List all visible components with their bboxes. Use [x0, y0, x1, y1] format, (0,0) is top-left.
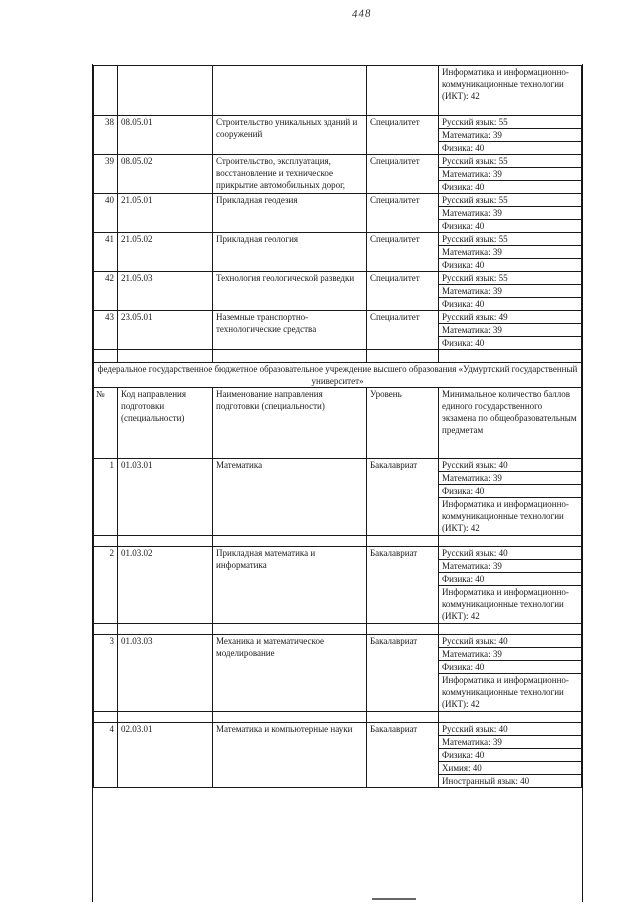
row-score: Информатика и информационно-коммуникационные технологии (ИКТ): 42	[439, 66, 582, 116]
top-section	[94, 66, 582, 350]
gap-cell	[367, 624, 439, 635]
row-code: 01.03.01	[118, 459, 213, 536]
bottom-section	[94, 459, 582, 788]
row-code: 02.03.01	[118, 723, 213, 788]
admission-table	[93, 65, 582, 788]
row-score: Математика: 39	[439, 207, 582, 220]
row-score: Физика: 40	[439, 181, 582, 194]
row-score: Физика: 40	[439, 661, 582, 674]
row-name	[213, 66, 367, 116]
row-number: 4	[94, 723, 118, 788]
gap-cell	[367, 536, 439, 547]
row-score: Физика: 40	[439, 298, 582, 311]
row-number: 1	[94, 459, 118, 536]
row-code: 21.05.01	[118, 194, 213, 233]
gap-cell	[118, 536, 213, 547]
table-row	[94, 547, 582, 560]
gap-row	[94, 624, 582, 635]
row-code	[118, 66, 213, 116]
row-score: Русский язык: 55	[439, 116, 582, 129]
table-row	[94, 66, 582, 116]
gap-row	[94, 536, 582, 547]
row-code: 08.05.02	[118, 155, 213, 194]
row-level: Бакалавриат	[367, 723, 439, 788]
row-score: Русский язык: 55	[439, 233, 582, 246]
row-score: Математика: 39	[439, 736, 582, 749]
header-row	[94, 388, 582, 459]
gap-cell	[367, 712, 439, 723]
row-score: Информатика и информационно-коммуникационные технологии (ИКТ): 42	[439, 586, 582, 624]
table-row	[94, 155, 582, 168]
row-number: 41	[94, 233, 118, 272]
row-score: Физика: 40	[439, 749, 582, 762]
row-score: Химия: 40	[439, 762, 582, 775]
row-name: Механика и математическое моделирование	[213, 635, 367, 712]
row-name: Прикладная математика и информатика	[213, 547, 367, 624]
row-number: 39	[94, 155, 118, 194]
header-score: Минимальное количество баллов единого государственного экзамена по общеобразовательным предметам	[439, 388, 582, 459]
gap-cell	[213, 712, 367, 723]
row-name: Математика	[213, 459, 367, 536]
row-score: Физика: 40	[439, 259, 582, 272]
row-score: Физика: 40	[439, 337, 582, 350]
row-number: 3	[94, 635, 118, 712]
gap-cell	[439, 624, 582, 635]
row-name: Строительство уникальных зданий и сооружений	[213, 116, 367, 155]
row-score: Математика: 39	[439, 129, 582, 142]
row-level: Бакалавриат	[367, 459, 439, 536]
row-code: 21.05.03	[118, 272, 213, 311]
row-score: Русский язык: 49	[439, 311, 582, 324]
row-score: Русский язык: 40	[439, 547, 582, 560]
gap-cell	[94, 536, 118, 547]
row-level: Специалитет	[367, 155, 439, 194]
gap-cell	[118, 624, 213, 635]
table-row	[94, 194, 582, 207]
row-number: 38	[94, 116, 118, 155]
row-score: Математика: 39	[439, 285, 582, 298]
table-row	[94, 233, 582, 246]
org-name: федеральное государственное бюджетное образовательное учреждение высшего образования «Удмуртский государственный университет»	[94, 363, 582, 388]
page-number: 448	[351, 7, 372, 21]
row-score: Физика: 40	[439, 142, 582, 155]
row-level: Специалитет	[367, 194, 439, 233]
table-row	[94, 723, 582, 736]
spacer-row	[94, 350, 582, 363]
row-score: Физика: 40	[439, 573, 582, 586]
row-score: Информатика и информационно-коммуникационные технологии (ИКТ): 42	[439, 498, 582, 536]
row-name: Математика и компьютерные науки	[213, 723, 367, 788]
row-number: 40	[94, 194, 118, 233]
header-name: Наименование направления подготовки (специальности)	[213, 388, 367, 459]
row-name: Строительство, эксплуатация, восстановление и техническое прикрытие автомобильных дорог,	[213, 155, 367, 194]
row-name: Наземные транспортно-технологические средства	[213, 311, 367, 350]
gap-cell	[118, 712, 213, 723]
row-code: 01.03.02	[118, 547, 213, 624]
row-level: Специалитет	[367, 272, 439, 311]
row-code: 23.05.01	[118, 311, 213, 350]
row-level: Бакалавриат	[367, 547, 439, 624]
row-level: Бакалавриат	[367, 635, 439, 712]
header-code: Код направления подготовки (специальности)	[118, 388, 213, 459]
row-level: Специалитет	[367, 116, 439, 155]
row-score: Русский язык: 55	[439, 272, 582, 285]
row-name: Прикладная геодезия	[213, 194, 367, 233]
header-num: №	[94, 388, 118, 459]
row-level: Специалитет	[367, 311, 439, 350]
gap-row	[94, 712, 582, 723]
row-level	[367, 66, 439, 116]
row-number: 43	[94, 311, 118, 350]
footer-mark	[372, 898, 416, 900]
header-level: Уровень	[367, 388, 439, 459]
row-score: Математика: 39	[439, 472, 582, 485]
row-score: Математика: 39	[439, 648, 582, 661]
table-row	[94, 311, 582, 324]
row-score: Русский язык: 40	[439, 635, 582, 648]
gap-cell	[213, 624, 367, 635]
gap-cell	[94, 712, 118, 723]
row-score: Информатика и информационно-коммуникационные технологии (ИКТ): 42	[439, 674, 582, 712]
row-number	[94, 66, 118, 116]
table-row	[94, 272, 582, 285]
org-row	[94, 363, 582, 388]
gap-cell	[439, 712, 582, 723]
gap-cell	[439, 536, 582, 547]
row-score: Русский язык: 55	[439, 155, 582, 168]
row-number: 42	[94, 272, 118, 311]
row-name: Технология геологической разведки	[213, 272, 367, 311]
row-score: Русский язык: 40	[439, 459, 582, 472]
table-row	[94, 116, 582, 129]
row-score: Математика: 39	[439, 168, 582, 181]
row-score: Математика: 39	[439, 324, 582, 337]
gap-cell	[213, 536, 367, 547]
table-row	[94, 635, 582, 648]
org-section	[94, 350, 582, 459]
row-score: Физика: 40	[439, 485, 582, 498]
row-score: Русский язык: 55	[439, 194, 582, 207]
row-score: Физика: 40	[439, 220, 582, 233]
row-score: Иностранный язык: 40	[439, 775, 582, 788]
row-level: Специалитет	[367, 233, 439, 272]
row-code: 01.03.03	[118, 635, 213, 712]
gap-cell	[94, 624, 118, 635]
row-code: 21.05.02	[118, 233, 213, 272]
row-score: Математика: 39	[439, 560, 582, 573]
row-number: 2	[94, 547, 118, 624]
row-score: Русский язык: 40	[439, 723, 582, 736]
row-code: 08.05.01	[118, 116, 213, 155]
row-name: Прикладная геология	[213, 233, 367, 272]
row-score: Математика: 39	[439, 246, 582, 259]
table-row	[94, 459, 582, 472]
page-frame-right	[582, 64, 583, 902]
